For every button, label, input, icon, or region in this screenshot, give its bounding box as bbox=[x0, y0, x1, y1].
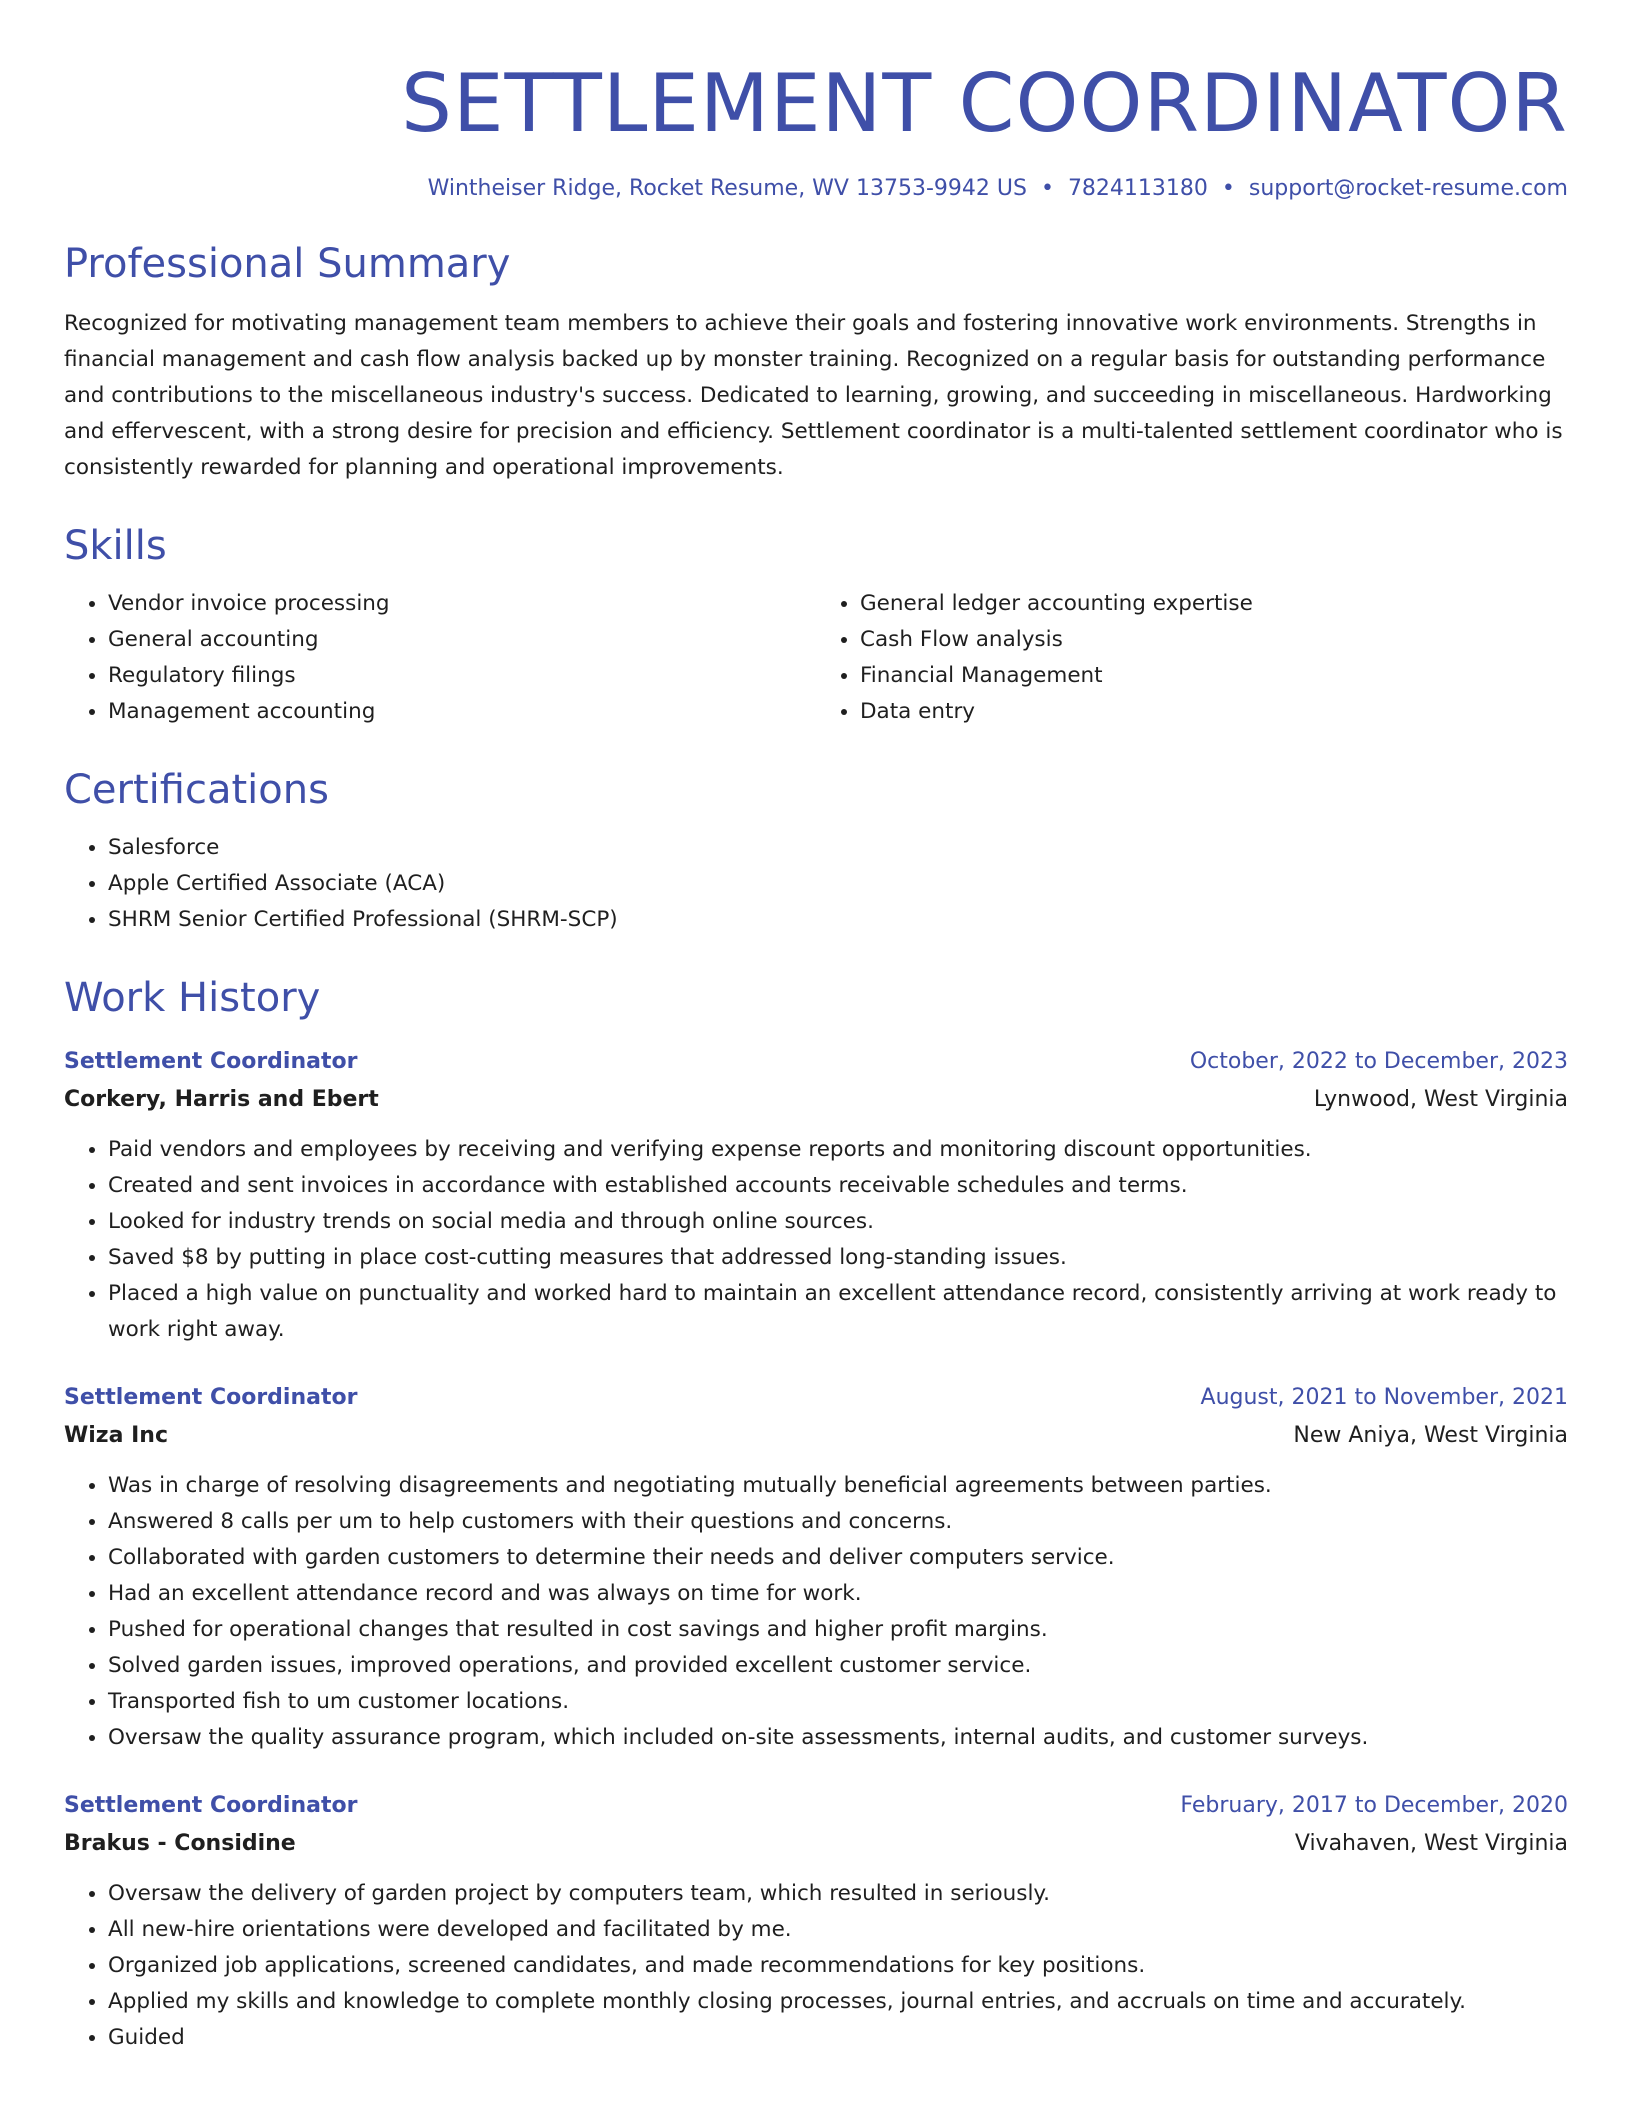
contact-email[interactable]: support@rocket-resume.com bbox=[1248, 176, 1568, 201]
certification-item: • Apple Certified Associate (ACA) bbox=[108, 866, 1568, 902]
contact-separator: • bbox=[1040, 176, 1054, 201]
job-bullet: • Answered 8 calls per um to help customers with their questions and concerns. bbox=[108, 1504, 1568, 1540]
work-history-section bbox=[64, 972, 1568, 2056]
certifications-section bbox=[64, 764, 1568, 938]
job-entry bbox=[64, 1788, 1568, 2056]
job-bullet: • Saved $8 by putting in place cost-cutting measures that addressed long-standing issues. bbox=[108, 1240, 1568, 1276]
job-company-row bbox=[64, 1824, 1568, 1864]
job-bullet: • Applied my skills and knowledge to complete monthly closing processes, journal entries, and accruals on time and accurately. bbox=[108, 1984, 1568, 2020]
skill-item: • Data entry bbox=[860, 694, 1568, 730]
job-title-row bbox=[64, 1044, 1568, 1080]
skill-item: • Cash Flow analysis bbox=[860, 622, 1568, 658]
job-bullet: • Solved garden issues, improved operations, and provided excellent customer service. bbox=[108, 1648, 1568, 1684]
job-bullet: • Created and sent invoices in accordance with established accounts receivable schedules and terms. bbox=[108, 1168, 1568, 1204]
job-entry bbox=[64, 1044, 1568, 1348]
job-bullet: • Organized job applications, screened candidates, and made recommendations for key positions. bbox=[108, 1948, 1568, 1984]
skill-item: • Vendor invoice processing bbox=[108, 586, 816, 622]
job-bullet: • Guided bbox=[108, 2020, 1568, 2056]
contact-phone: 7824113180 bbox=[1067, 176, 1208, 201]
job-bullets bbox=[64, 1468, 1568, 1756]
job-company-row bbox=[64, 1416, 1568, 1456]
job-title: Settlement Coordinator bbox=[64, 1049, 358, 1074]
skills-list-left bbox=[64, 586, 816, 730]
job-location: New Aniya, West Virginia bbox=[1293, 1423, 1568, 1448]
job-bullet: • All new-hire orientations were developed and facilitated by me. bbox=[108, 1912, 1568, 1948]
job-title-row bbox=[64, 1788, 1568, 1824]
skills-columns bbox=[64, 586, 1568, 730]
job-title: Settlement Coordinator bbox=[64, 1385, 358, 1410]
certification-item: • SHRM Senior Certified Professional (SHRM-SCP) bbox=[108, 902, 1568, 938]
certifications-heading: Certifications bbox=[64, 767, 329, 813]
skill-item: • General accounting bbox=[108, 622, 816, 658]
contact-line bbox=[64, 174, 1568, 204]
job-dates: February, 2017 to December, 2020 bbox=[1180, 1793, 1568, 1818]
job-bullet: • Paid vendors and employees by receiving and verifying expense reports and monitoring discount opportunities. bbox=[108, 1132, 1568, 1168]
job-bullet: • Placed a high value on punctuality and worked hard to maintain an excellent attendance record, consistently arriving at work ready to work right away. bbox=[108, 1276, 1568, 1348]
job-bullet: • Pushed for operational changes that resulted in cost savings and higher profit margins. bbox=[108, 1612, 1568, 1648]
job-bullet: • Collaborated with garden customers to determine their needs and deliver computers service. bbox=[108, 1540, 1568, 1576]
work-history-heading: Work History bbox=[64, 975, 321, 1021]
candidate-name: SETTLEMENT COORDINATOR bbox=[401, 57, 1568, 150]
skill-item: • Management accounting bbox=[108, 694, 816, 730]
job-company: Corkery, Harris and Ebert bbox=[64, 1087, 379, 1112]
job-bullet: • Transported fish to um customer locations. bbox=[108, 1684, 1568, 1720]
job-bullet: • Was in charge of resolving disagreements and negotiating mutually beneficial agreements between parties. bbox=[108, 1468, 1568, 1504]
job-bullet: • Oversaw the quality assurance program, which included on-site assessments, internal audits, and customer surveys. bbox=[108, 1720, 1568, 1756]
job-dates: October, 2022 to December, 2023 bbox=[1189, 1049, 1568, 1074]
job-location: Lynwood, West Virginia bbox=[1313, 1087, 1568, 1112]
contact-separator: • bbox=[1221, 176, 1235, 201]
contact-address: Wintheiser Ridge, Rocket Resume, WV 13753-9942 US bbox=[427, 176, 1027, 201]
skills-list-right bbox=[816, 586, 1568, 730]
skill-item: • Financial Management bbox=[860, 658, 1568, 694]
job-entry bbox=[64, 1380, 1568, 1756]
job-bullet: • Had an excellent attendance record and was always on time for work. bbox=[108, 1576, 1568, 1612]
job-title: Settlement Coordinator bbox=[64, 1793, 358, 1818]
skill-item: • General ledger accounting expertise bbox=[860, 586, 1568, 622]
job-company-row bbox=[64, 1080, 1568, 1120]
job-bullets bbox=[64, 1132, 1568, 1348]
job-company: Wiza Inc bbox=[64, 1423, 169, 1448]
job-bullets bbox=[64, 1876, 1568, 2056]
job-dates: August, 2021 to November, 2021 bbox=[1200, 1385, 1568, 1410]
job-title-row bbox=[64, 1380, 1568, 1416]
job-bullet: • Looked for industry trends on social media and through online sources. bbox=[108, 1204, 1568, 1240]
resume-header bbox=[64, 56, 1568, 204]
job-location: Vivahaven, West Virginia bbox=[1294, 1831, 1568, 1856]
certifications-list bbox=[64, 830, 1568, 938]
summary-text: Recognized for motivating management team members to achieve their goals and fostering innovative work environments. Strengths in financial management and cash flow analysis backed up by monster training. Recognized on a regular basis for outstanding performance and contributions to the miscellaneous industry's success. Dedicated to learning, growing, and succeeding in miscellaneous. Hardworking and effervescent, with a strong desire for precision and efficiency. Settlement coordinator is a multi-talented settlement coordinator who is consistently rewarded for planning and operational improvements. bbox=[64, 311, 1563, 480]
certification-item: • Salesforce bbox=[108, 830, 1568, 866]
summary-heading: Professional Summary bbox=[64, 241, 511, 287]
skills-section bbox=[64, 520, 1568, 730]
skill-item: • Regulatory filings bbox=[108, 658, 816, 694]
job-company: Brakus - Considine bbox=[64, 1831, 296, 1856]
skills-heading: Skills bbox=[64, 523, 167, 569]
job-bullet: • Oversaw the delivery of garden project by computers team, which resulted in seriously. bbox=[108, 1876, 1568, 1912]
summary-section bbox=[64, 238, 1568, 486]
